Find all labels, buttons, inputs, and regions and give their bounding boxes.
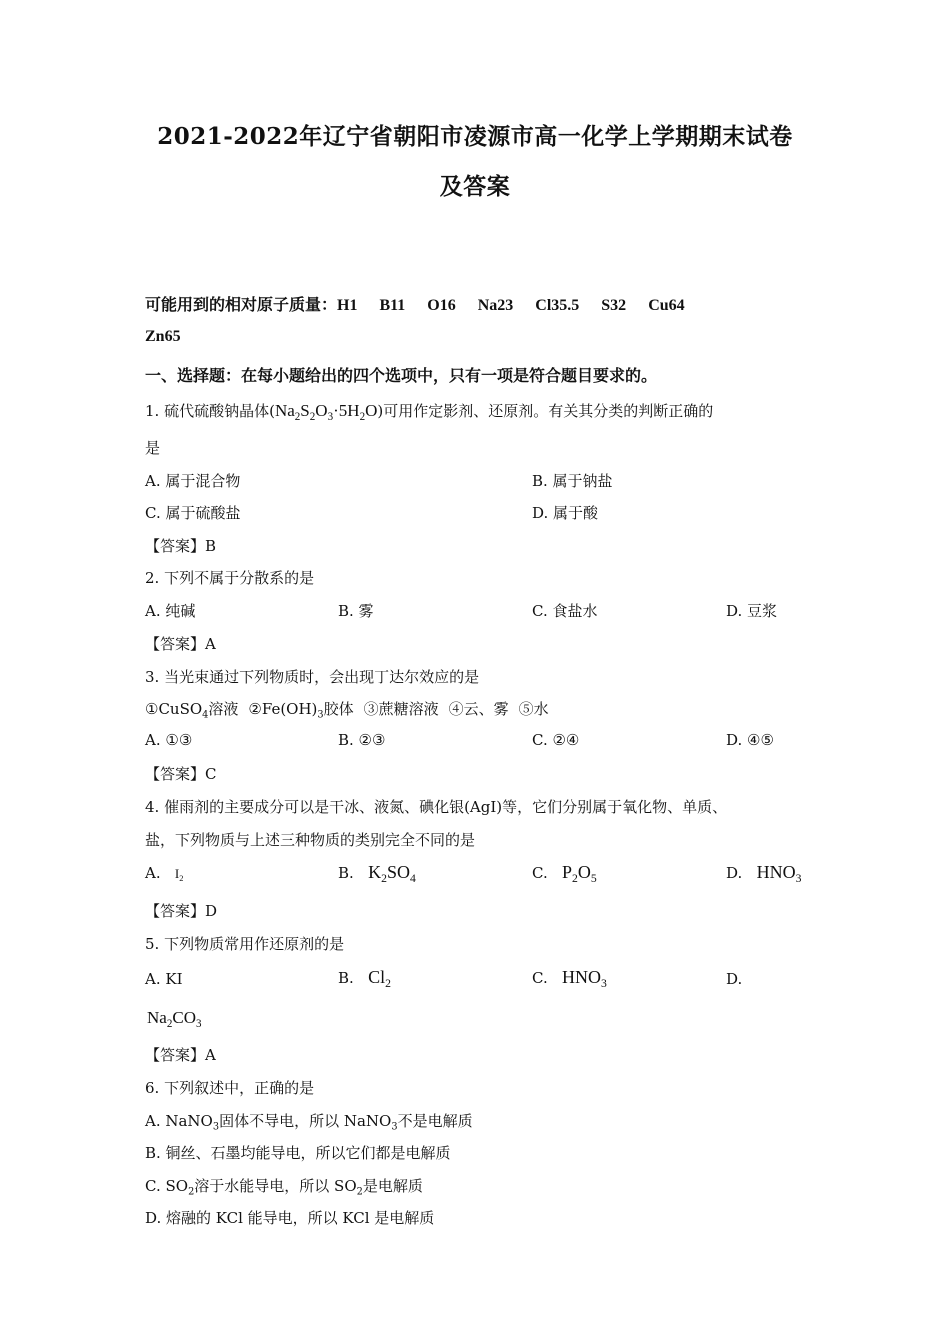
subscript: 2 xyxy=(381,872,387,886)
subscript: 2 xyxy=(179,872,184,883)
q2-option-a: A. 纯碱 xyxy=(145,602,196,620)
formula-part: Na xyxy=(274,401,295,420)
subscript: 3 xyxy=(327,410,334,423)
q3-item-2 xyxy=(248,698,353,719)
atomic-mass-last: Zn65 xyxy=(145,328,181,345)
subscript: 2 xyxy=(359,410,366,423)
atomic-masses xyxy=(145,292,685,315)
q3-item-3: ③蔗糖溶液 xyxy=(363,700,439,718)
q2-option-c: C. 食盐水 xyxy=(532,602,598,620)
q6-option-a xyxy=(145,1110,473,1131)
q1-formula xyxy=(274,401,378,423)
q2-option-b: B. 雾 xyxy=(338,602,374,620)
q4-answer: 【答案】D xyxy=(145,902,218,920)
subscript: 3 xyxy=(601,977,607,991)
option-text: A. NaNO xyxy=(145,1112,213,1130)
q4-option-b xyxy=(338,862,416,886)
q6-option-c xyxy=(145,1175,423,1196)
subscript: 2 xyxy=(356,1186,363,1198)
option-label: B. xyxy=(338,969,354,987)
formula-part: O xyxy=(577,862,591,882)
q5-option-d-label: D. xyxy=(726,970,743,988)
q6-option-b: B. 铜丝、石墨均能导电，所以它们都是电解质 xyxy=(145,1144,451,1162)
q5-option-a: A. KI xyxy=(145,970,183,988)
subscript: 5 xyxy=(590,872,597,886)
q1-answer: 【答案】B xyxy=(145,537,217,555)
q6-option-d: D. 熔融的 KCl 能导电，所以 KCl 是电解质 xyxy=(145,1209,435,1227)
atomic-mass-item: Cl35.5 xyxy=(535,297,580,314)
q1-stem-part: )可用作定影剂、还原剂。有关其分类的判断正确的 xyxy=(377,402,714,420)
atomic-mass-item: S32 xyxy=(601,297,627,314)
option-label: C. xyxy=(532,864,548,882)
q5-option-b xyxy=(338,967,391,991)
item-text: 胶体 xyxy=(323,700,354,718)
q4-option-d xyxy=(726,862,802,886)
atomic-mass-item: Cu64 xyxy=(648,297,685,314)
option-label: A. xyxy=(145,864,161,882)
q1-stem-part: 1. 硫代硫酸钠晶体( xyxy=(145,402,275,420)
q3-item-5: ⑤水 xyxy=(518,700,549,718)
q1-option-c: C. 属于硫酸盐 xyxy=(145,504,241,522)
q3-option-b: B. ②③ xyxy=(338,731,386,749)
subscript: 2 xyxy=(166,1017,173,1030)
q3-option-c: C. ②④ xyxy=(532,731,580,749)
section-heading: 一、选择题：在每小题给出的四个选项中，只有一项是符合题目要求的。 xyxy=(145,366,658,385)
q1-option-a: A. 属于混合物 xyxy=(145,472,241,490)
question-3-items xyxy=(145,698,559,719)
question-2-stem: 2. 下列不属于分散系的是 xyxy=(145,569,315,587)
subscript: 4 xyxy=(409,872,416,886)
option-text: 溶于水能导电，所以 SO xyxy=(194,1177,357,1195)
formula-part: I xyxy=(174,866,180,881)
formula xyxy=(562,967,607,991)
q1-option-d: D. 属于酸 xyxy=(532,504,599,522)
q3-option-a: A. ①③ xyxy=(145,731,193,749)
subscript: 2 xyxy=(309,410,316,423)
subscript: 2 xyxy=(188,1186,195,1198)
option-text: 是电解质 xyxy=(362,1177,423,1195)
subscript: 3 xyxy=(212,1121,220,1133)
option-label: B. xyxy=(338,864,354,882)
q2-answer: 【答案】A xyxy=(145,635,216,653)
formula-part: ·5H xyxy=(333,401,360,420)
option-text: 固体不导电，所以 NaNO xyxy=(219,1112,392,1130)
formula xyxy=(368,967,391,991)
formula xyxy=(175,866,184,881)
atomic-mass-item: O16 xyxy=(427,297,456,314)
subscript: 4 xyxy=(202,709,209,721)
atomic-masses-label: 可能用到的相对原子质量： xyxy=(145,295,338,314)
item-text: ②Fe(OH) xyxy=(248,700,318,718)
formula xyxy=(562,862,597,886)
formula-part: HNO xyxy=(756,862,796,882)
q3-item-4: ④云、雾 xyxy=(448,700,509,718)
subscript: 3 xyxy=(317,709,324,721)
option-text: C. SO xyxy=(145,1177,189,1195)
option-label: D. xyxy=(726,864,743,882)
question-1-stem-cont: 是 xyxy=(145,439,161,457)
doc-title-line2: 及答案 xyxy=(439,173,511,200)
q5-option-d-formula xyxy=(147,1008,202,1028)
formula-part: P xyxy=(562,862,573,882)
formula-part: O xyxy=(365,401,378,420)
subscript: 3 xyxy=(391,1121,398,1133)
formula-part: O xyxy=(315,401,328,420)
q4-option-a xyxy=(145,864,183,882)
q4-option-c xyxy=(532,862,597,886)
q1-option-b: B. 属于钠盐 xyxy=(532,472,613,490)
question-4-stem: 4. 催雨剂的主要成分可以是干冰、液氮、碘化银(AgI)等，它们分别属于氧化物、单质、 xyxy=(145,798,728,816)
q3-answer: 【答案】C xyxy=(145,765,217,783)
item-text: 溶液 xyxy=(208,700,239,718)
formula-part: K xyxy=(368,862,382,882)
subscript: 3 xyxy=(795,872,802,886)
atomic-mass-item: B11 xyxy=(379,297,406,314)
atomic-mass-item: Na23 xyxy=(477,297,514,314)
formula xyxy=(756,862,802,886)
formula-part: Cl xyxy=(368,967,386,987)
option-label: C. xyxy=(532,969,548,987)
q5-option-c xyxy=(532,967,607,991)
atomic-mass-item: H1 xyxy=(337,297,358,314)
question-6-stem: 6. 下列叙述中，正确的是 xyxy=(145,1079,315,1097)
formula-part: Na xyxy=(147,1008,167,1027)
formula-part: S xyxy=(300,401,310,420)
formula-part: SO xyxy=(386,862,410,882)
q3-option-d: D. ④⑤ xyxy=(726,731,774,749)
subscript: 2 xyxy=(385,977,391,991)
subscript: 2 xyxy=(572,872,578,886)
question-1-stem xyxy=(145,400,713,421)
formula xyxy=(368,862,416,886)
q5-answer: 【答案】A xyxy=(145,1046,216,1064)
formula-part: HNO xyxy=(562,967,602,987)
q2-option-d: D. 豆浆 xyxy=(726,602,778,620)
question-5-stem: 5. 下列物质常用作还原剂的是 xyxy=(145,935,345,953)
doc-title-line1: 2021-2022年辽宁省朝阳市凌源市高一化学上学期期末试卷 xyxy=(157,123,793,150)
item-text: ①CuSO xyxy=(145,700,203,718)
option-text: 不是电解质 xyxy=(397,1112,473,1130)
subscript: 2 xyxy=(294,410,301,423)
question-4-stem-cont: 盐，下列物质与上述三种物质的类别完全不同的是 xyxy=(145,831,476,849)
q3-item-1 xyxy=(145,698,238,719)
subscript: 3 xyxy=(195,1017,202,1030)
formula-part: CO xyxy=(172,1008,196,1027)
question-3-stem: 3. 当光束通过下列物质时，会出现丁达尔效应的是 xyxy=(145,668,480,686)
